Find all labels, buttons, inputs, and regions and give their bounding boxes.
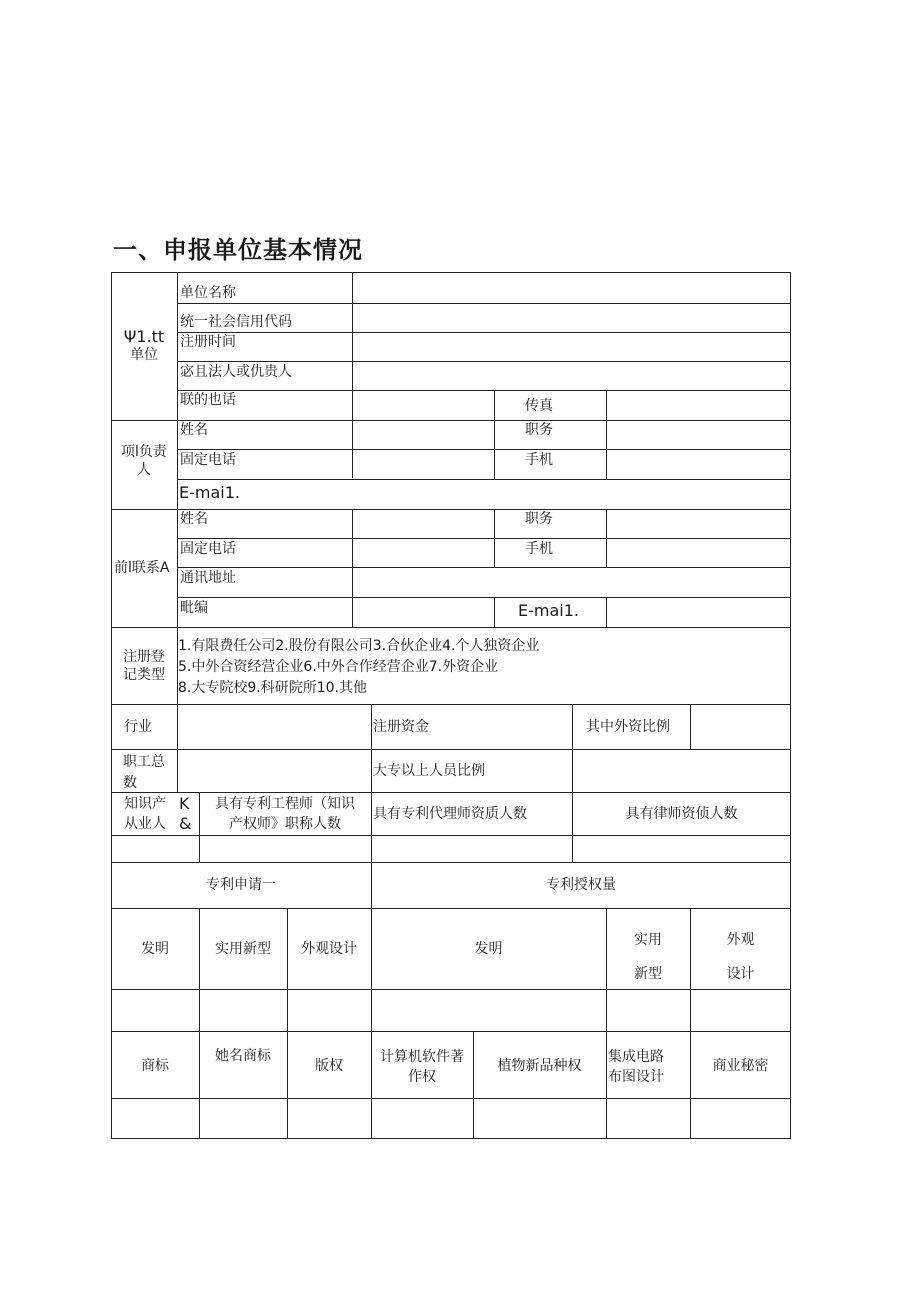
rule [177,538,791,539]
project-lead-section-label [111,443,177,479]
software-copyright-label [371,1047,473,1087]
rule [111,1138,791,1139]
rule [494,390,495,479]
rule [177,390,791,391]
unit-name-label: 单位名称 [180,285,236,301]
granted-utility-label [606,923,690,991]
rule [111,627,791,628]
rule [177,597,791,598]
ic-layout-line-2: 布图设计 [608,1069,664,1085]
rule [606,1031,607,1139]
invention-label: 发明 [141,941,169,957]
rule [606,390,607,479]
application-form-table [111,272,791,1139]
rule [572,704,573,749]
ic-layout-label [608,1047,664,1087]
copyright-label: 版权 [315,1058,343,1074]
granted-design-line-2: 设计 [726,966,755,982]
contact-section-label: 前l联系A [114,560,170,576]
lead-name-label: 姓名 [180,422,208,438]
reg-type-option-line-3: 8.大专院校9.科研院所10.其他 [178,680,367,696]
ip-staff-line-1: 知识产 [124,796,166,812]
rule [111,749,791,750]
page-title: 一、申报单位基本情况 [113,236,363,264]
granted-design-line-1: 外观 [726,932,755,948]
lawyer-count-label: 具有律师资侦人数 [625,806,738,822]
rule [111,792,791,793]
rule [177,332,791,333]
rule [352,509,353,627]
rule [111,1098,791,1099]
agent-count-label: 具有专利代理师资质人数 [373,806,527,822]
reg-type-label [111,648,177,684]
rule [494,509,495,567]
lead-email-label: E-mai1. [179,483,240,502]
patent-application-label: 专利申请一 [206,877,276,893]
industry-label: 行业 [124,719,152,735]
rule [177,361,791,362]
contact-name-label: 姓名 [180,511,208,527]
college-ratio-label: 大专以上人员比例 [373,763,485,779]
capital-label: 注册资金 [373,719,429,735]
ip-staff-mark-2: & [179,814,192,833]
rule [111,704,791,705]
patent-granted-label: 专利授权量 [546,877,616,893]
contact-mobile-label: 手机 [525,541,553,557]
contact-position-label: 职务 [525,511,553,527]
design-label: 外观设计 [301,941,357,957]
unit-section-line-1: Ψ1.tt [123,327,165,346]
reg-type-line-1: 注册登 [123,649,165,665]
ip-staff-label [124,794,166,834]
utility-label: 实用新型 [215,941,271,957]
reg-type-line-2: 记类型 [123,667,165,683]
rule [111,835,791,836]
rule [111,509,791,510]
reg-type-options [178,636,539,699]
legal-rep-label: 宓且法人或仇贵人 [180,364,292,380]
ic-layout-line-1: 集成电路 [608,1049,664,1065]
reg-time-label: 注册时间 [180,334,236,350]
rule [177,303,791,304]
rule [494,597,495,627]
phone-label: 联的也话 [180,392,236,408]
unit-section-line-2: 单位 [130,347,158,363]
unit-section-label [111,328,177,364]
reg-type-option-line-2: 5.中外合资经营企业6.中外合作经营企业7.外资企业 [178,659,499,675]
rule [177,567,791,568]
engineer-line-1: 具有专利工程师（知识 [215,796,355,812]
famous-trademark-label: 她名商标 [215,1048,271,1064]
lead-position-label: 职务 [525,422,553,438]
rule [790,272,791,1139]
project-lead-line-2: 人 [137,462,151,478]
granted-utility-line-1: 实用 [634,932,662,948]
granted-design-label [690,923,791,991]
engineer-count-label [199,794,371,834]
rule [177,704,178,792]
rule [111,272,791,273]
rule [111,862,791,863]
ip-staff-mark [179,794,191,834]
rule [606,509,607,567]
contact-address-label: 通讯地址 [180,570,236,586]
software-line-2: 作权 [408,1069,436,1085]
rule [690,704,691,749]
rule [111,908,791,909]
rule [352,420,353,478]
reg-type-option-line-1: 1.有限费任公司2.股份有限公司3.合伙企业4.个人独资企业 [178,638,540,654]
granted-invention-label: 发明 [474,941,503,957]
staff-line-2: 数 [123,775,137,791]
rule [111,1031,791,1032]
credit-code-label: 统一社会信用代码 [180,314,292,330]
rule [606,597,607,627]
granted-utility-line-2: 新型 [634,966,662,982]
staff-label [111,752,177,794]
rule [177,449,791,450]
plant-variety-label: 植物新品种权 [497,1058,582,1074]
engineer-line-2: 产权师》职称人数 [229,816,341,832]
contact-postcode-label: 毗编 [180,600,208,616]
ip-staff-line-2: 从业人 [124,816,166,832]
contact-landline-label: 固定电话 [180,541,236,557]
rule [352,272,353,420]
rule [371,704,372,862]
staff-line-1: 职工总 [123,754,165,770]
foreign-ratio-label: 其中外资比例 [586,719,670,735]
fax-label: 传真 [525,398,553,414]
rule [177,479,791,480]
rule [111,420,791,421]
contact-email-label: E-mai1. [518,601,579,620]
trademark-label: 商标 [141,1058,169,1074]
software-line-1: 计算机软件著 [380,1049,464,1065]
lead-landline-label: 固定电话 [180,452,236,468]
trade-secret-label: 商业秘密 [712,1058,769,1074]
ip-staff-mark-1: K [179,794,190,813]
lead-mobile-label: 手机 [525,452,553,468]
rule [473,1031,474,1139]
project-lead-line-1: 项l负责 [121,444,167,460]
rule [111,272,112,1139]
